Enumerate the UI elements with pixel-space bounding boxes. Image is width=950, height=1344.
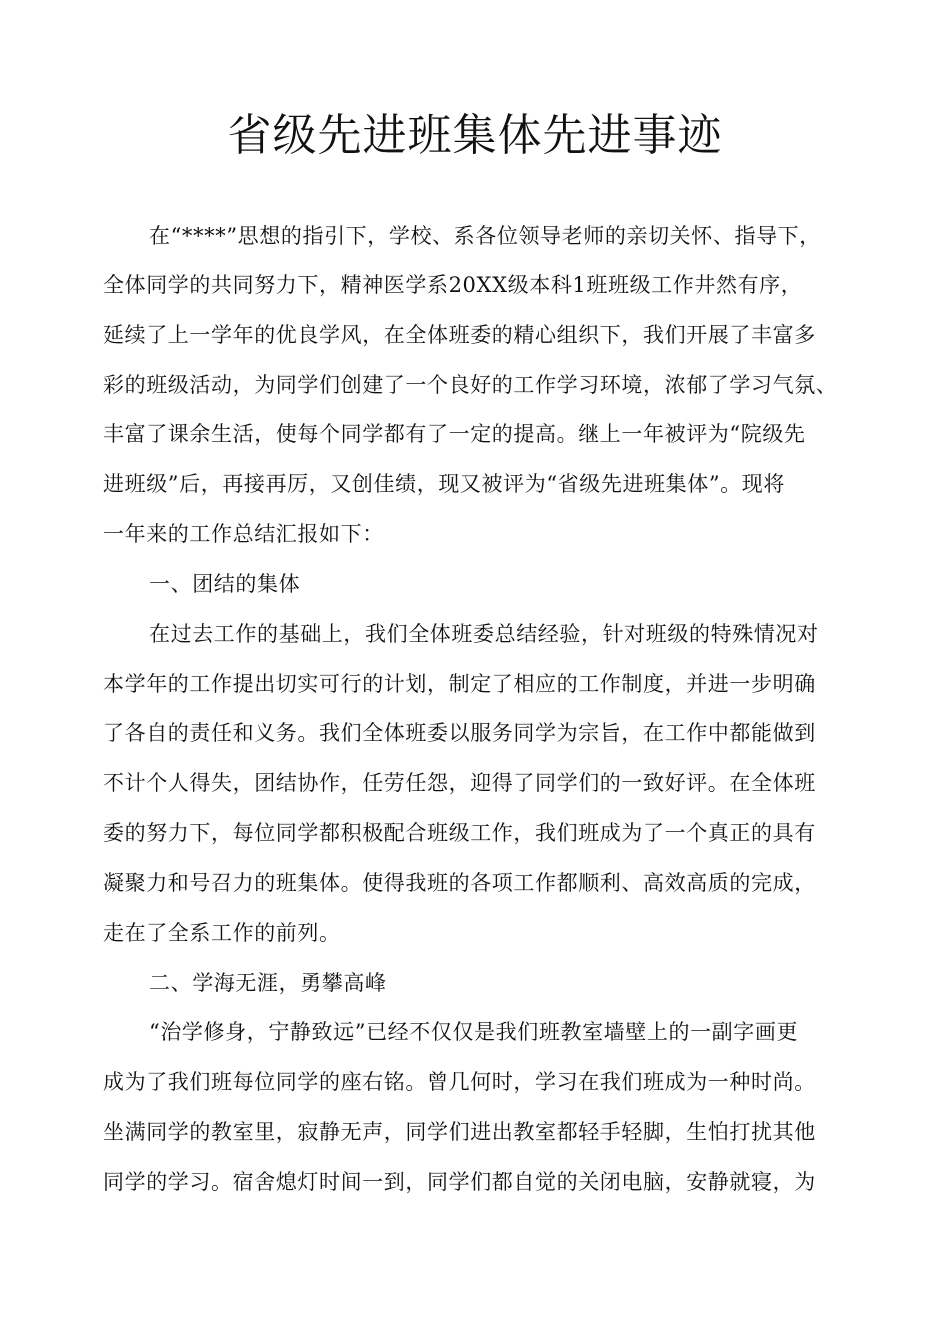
paragraph-line: 坐满同学的教室里，寂静无声，同学们进出教室都轻手轻脚，生怕打扰其他 (103, 1120, 816, 1144)
paragraph-line: 全体同学的共同努力下，精神医学系20XX级本科1班班级工作井然有序， (103, 273, 803, 297)
paragraph-line: 彩的班级活动，为同学们创建了一个良好的工作学习环境，浓郁了学习气氛、 (103, 373, 838, 397)
paragraph-line: 成为了我们班每位同学的座右铭。曾几何时，学习在我们班成为一种时尚。 (103, 1070, 816, 1094)
paragraph-line: 本学年的工作提出切实可行的计划，制定了相应的工作制度，并进一步明确 (103, 672, 816, 696)
paragraph-line: 同学的学习。宿舍熄灯时间一到，同学们都自觉的关闭电脑，安静就寝，为 (103, 1170, 816, 1194)
paragraph-line: 丰富了课余生活，使每个同学都有了一定的提高。继上一年被评为“院级先 (103, 422, 806, 446)
paragraph-line: 在过去工作的基础上，我们全体班委总结经验，针对班级的特殊情况对 (149, 622, 819, 646)
section-heading: 二、学海无涯，勇攀高峰 (149, 971, 387, 995)
paragraph-line: 走在了全系工作的前列。 (103, 921, 341, 945)
paragraph-line: 一年来的工作总结汇报如下： (103, 522, 384, 546)
paragraph-line: 延续了上一学年的优良学风，在全体班委的精心组织下，我们开展了丰富多 (103, 323, 816, 347)
paragraph-line: 凝聚力和号召力的班集体。使得我班的各项工作都顺利、高效高质的完成， (103, 871, 816, 895)
document-title: 省级先进班集体先进事迹 (227, 110, 723, 161)
paragraph-line: 在“****”思想的指引下，学校、系各位领导老师的亲切关怀、指导下， (149, 224, 821, 248)
section-heading: 一、团结的集体 (149, 572, 301, 596)
paragraph-line: “治学修身，宁静致远”已经不仅仅是我们班教室墙壁上的一副字画更 (149, 1020, 799, 1044)
paragraph-line: 了各自的责任和义务。我们全体班委以服务同学为宗旨，在工作中都能做到 (103, 721, 816, 745)
paragraph-line: 委的努力下，每位同学都积极配合班级工作，我们班成为了一个真正的具有 (103, 821, 816, 845)
paragraph-line: 不计个人得失，团结协作，任劳任怨，迎得了同学们的一致好评。在全体班 (103, 771, 816, 795)
paragraph-line: 进班级”后，再接再厉，又创佳绩，现又被评为“省级先进班集体”。现将 (103, 472, 786, 496)
